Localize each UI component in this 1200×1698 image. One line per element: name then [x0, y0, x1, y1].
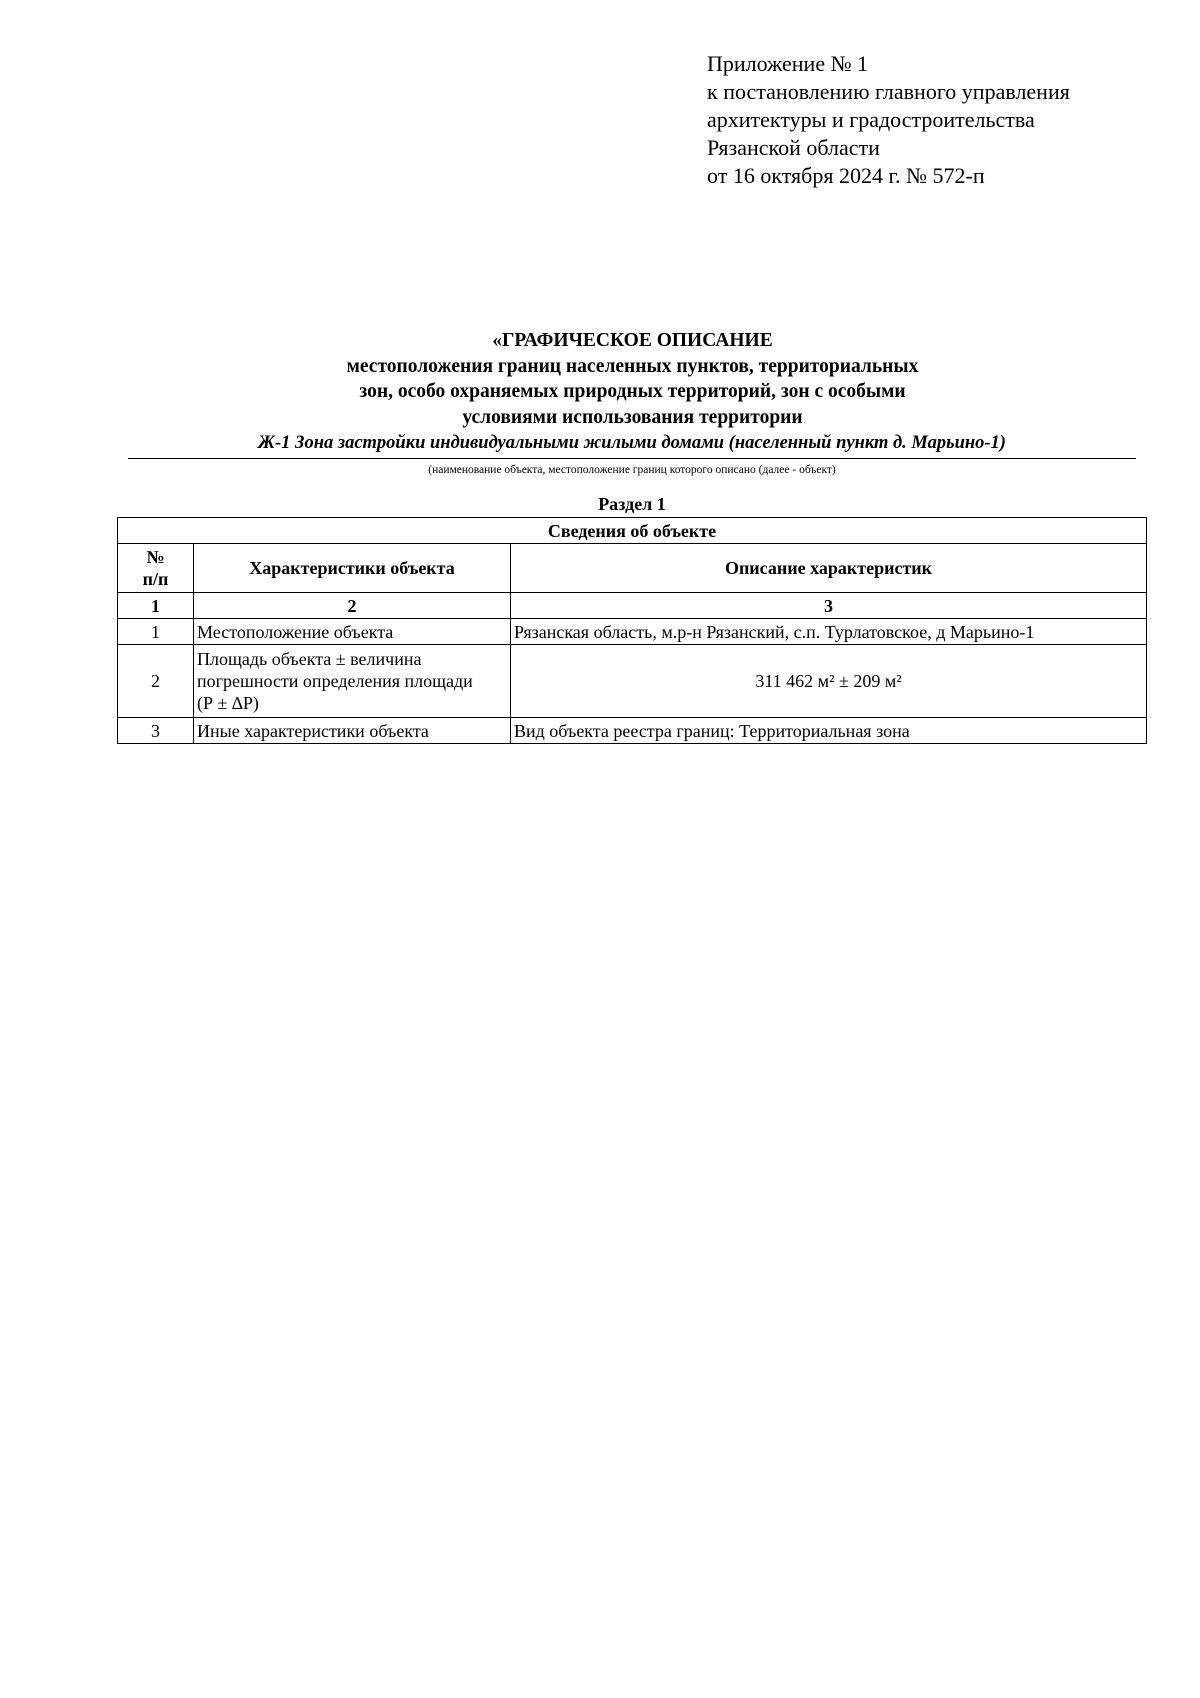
- column-number: 1: [118, 593, 194, 619]
- row-number: 3: [118, 718, 194, 744]
- table-row: [118, 619, 1147, 645]
- header-description: Описание характеристик: [511, 544, 1147, 593]
- appendix-line: архитектуры и градостроительства: [707, 107, 1035, 132]
- table-row: [118, 718, 1147, 744]
- row-description: Вид объекта реестра границ: Территориальная зона: [511, 718, 1147, 744]
- appendix-header: [707, 50, 1070, 190]
- appendix-line: Рязанской области: [707, 135, 880, 160]
- row-characteristic: Площадь объекта ± величина погрешности определения площади (Р ± ∆Р): [194, 645, 511, 718]
- title-line: условиями использования территории: [462, 406, 803, 428]
- table-row: [118, 645, 1147, 718]
- appendix-date-line: от 16 октября 2024 г. № 572-п: [707, 163, 985, 188]
- title-line: зон, особо охраняемых природных территорий, зон с особыми: [359, 381, 906, 402]
- row-characteristic: Иные характеристики объекта: [194, 718, 511, 744]
- appendix-line: к постановлению главного управления: [707, 79, 1070, 104]
- column-number: 2: [194, 593, 511, 619]
- appendix-line: Приложение № 1: [707, 51, 869, 76]
- section-title: Раздел 1: [598, 494, 666, 514]
- table-caption: Сведения об объекте: [118, 518, 1147, 544]
- row-number: 2: [118, 645, 194, 718]
- column-number: 3: [511, 593, 1147, 619]
- row-description: Рязанская область, м.р-н Рязанский, с.п. Турлатовское, д Марьино-1: [511, 619, 1147, 645]
- title-line: местоположения границ населенных пунктов, территориальных: [346, 355, 919, 377]
- header-characteristic: Характеристики объекта: [194, 544, 511, 593]
- row-description: 311 462 м² ± 209 м²: [511, 645, 1147, 718]
- object-name: Ж-1 Зона застройки индивидуальными жилыми домами (населенный пункт д. Марьино-1): [258, 433, 1006, 453]
- row-number: 1: [118, 619, 194, 645]
- title-line: «ГРАФИЧЕСКОЕ ОПИСАНИЕ: [492, 330, 773, 351]
- header-number: № п/п: [118, 544, 194, 593]
- document-title: [0, 328, 1200, 430]
- object-info-table: [117, 517, 1147, 744]
- object-caption: (наименование объекта, местоположение границ которого описано (далее - объект): [428, 464, 836, 476]
- row-characteristic: Местоположение объекта: [194, 619, 511, 645]
- object-underline: [128, 458, 1136, 459]
